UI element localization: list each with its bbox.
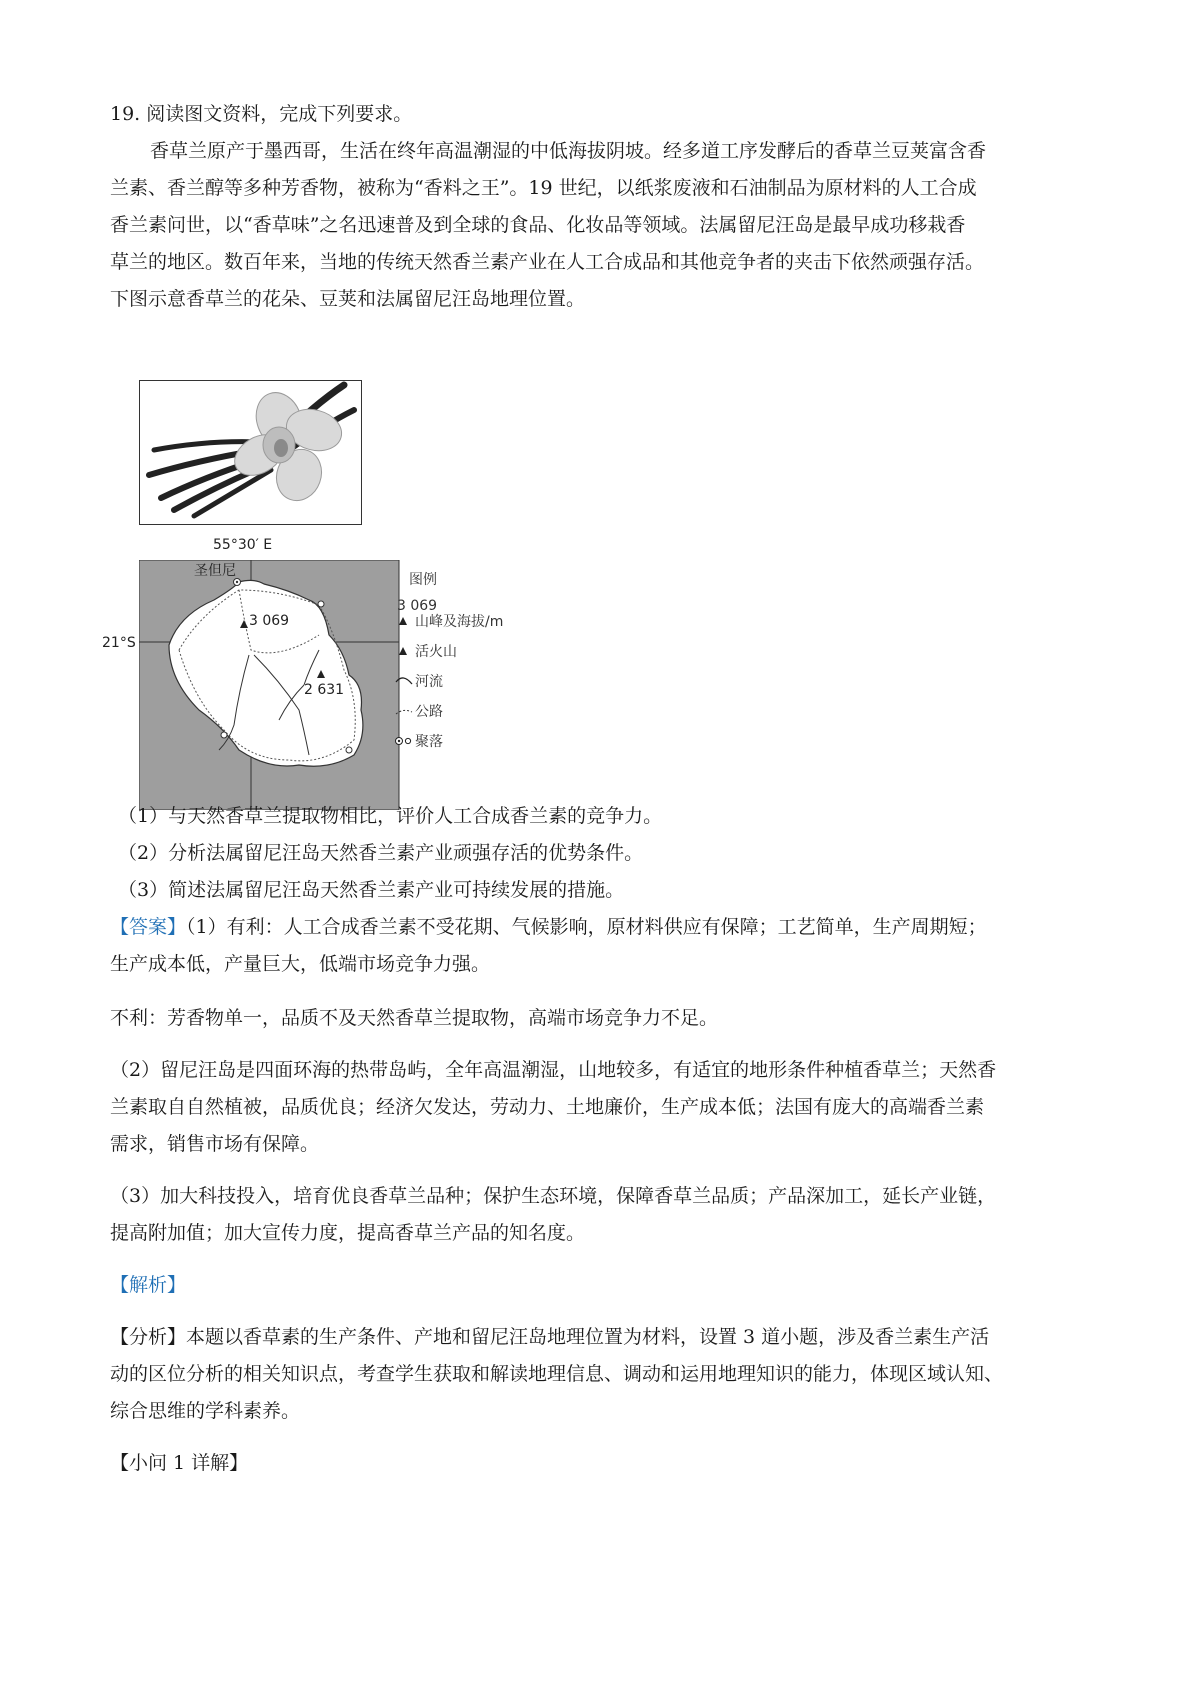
answer-line-7: （3）加大科技投入，培育优良香草兰品种；保护生态环境，保障香草兰品质；产品深加工，延长产业链，: [110, 1185, 997, 1207]
answer-line-5: 兰素取自自然植被，品质优良；经济欠发达，劳动力、土地廉价，生产成本低；法国有庞大的高端香兰素: [110, 1096, 985, 1118]
vanilla-flower-photo: [139, 380, 362, 525]
analysis-line-3: 综合思维的学科素养。: [110, 1400, 301, 1422]
material-line-5: 下图示意香草兰的花朵、豆荚和法属留尼汪岛地理位置。: [110, 288, 586, 310]
material-line-2: 兰素、香兰醇等多种芳香物，被称为“香料之王”。19 世纪，以纸浆废液和石油制品为原材料的人工合成: [110, 177, 977, 199]
answer-line-3: 不利：芳香物单一，品质不及天然香草兰提取物，高端市场竞争力不足。: [110, 1007, 719, 1029]
analysis-tag: 【解析】: [110, 1274, 187, 1296]
map-legend: [396, 572, 504, 750]
answer-line-6: 需求，销售市场有保障。: [110, 1133, 320, 1155]
answer-line-4: （2）留尼汪岛是四面环海的热带岛屿，全年高温潮湿，山地较多，有适宜的地形条件种植香草兰；天然香: [110, 1059, 997, 1081]
legend-peak-sample: 3 069: [397, 598, 438, 614]
material-line-1: 香草兰原产于墨西哥，生活在终年高温潮湿的中低海拔阴坡。经多道工序发酵后的香草兰豆荚富含香: [150, 140, 987, 162]
material-line-4: 草兰的地区。数百年来，当地的传统天然香兰素产业在人工合成品和其他竞争者的夹击下依然顽强存活。: [110, 251, 985, 273]
peak1-label: 3 069: [249, 613, 290, 629]
answer-text-1: （1）有利：人工合成香兰素不受花期、气候影响，原材料供应有保障；工艺简单，生产周期短；: [186, 916, 987, 938]
longitude-label: 55°30′ E: [213, 537, 273, 553]
legend-road: 公路: [415, 704, 443, 720]
analysis-line-1: 【分析】本题以香草素的生产条件、产地和留尼汪岛地理位置为材料，设置 3 道小题，涉及香兰素生产活: [110, 1326, 990, 1348]
answer-line-8: 提高附加值；加大宣传力度，提高香草兰产品的知名度。: [110, 1222, 586, 1244]
question-title: 19. 阅读图文资料，完成下列要求。: [110, 103, 413, 125]
detail-heading: 【小问 1 详解】: [110, 1452, 249, 1474]
legend-peak: 山峰及海拔/m: [415, 614, 504, 630]
answer-line-2: 生产成本低，产量巨大，低端市场竞争力强。: [110, 953, 491, 975]
latitude-label: 21°S: [102, 635, 136, 651]
city-label: 圣但尼: [194, 563, 236, 579]
legend-volcano-icon: [399, 647, 407, 655]
legend-volcano: 活火山: [415, 644, 457, 660]
reunion-map: [139, 560, 519, 810]
legend-river: 河流: [415, 674, 443, 690]
peak2-label: 2 631: [304, 682, 345, 698]
sub-question-3: （3）简述法属留尼汪岛天然香兰素产业可持续发展的措施。: [118, 879, 625, 901]
analysis-line-2: 动的区位分析的相关知识点，考查学生获取和解读地理信息、调动和运用地理知识的能力，体现区域认知、: [110, 1363, 1004, 1385]
answer-line-1: [110, 909, 1100, 946]
legend-title: 图例: [409, 572, 437, 588]
legend-settlement: 聚落: [415, 734, 443, 750]
answer-tag: 【答案】: [110, 916, 187, 938]
sub-question-2: （2）分析法属留尼汪岛天然香兰素产业顽强存活的优势条件。: [118, 842, 644, 864]
sub-question-1: （1）与天然香草兰提取物相比，评价人工合成香兰素的竞争力。: [118, 805, 663, 827]
material-line-3: 香兰素问世，以“香草味”之名迅速普及到全球的食品、化妆品等领域。法属留尼汪岛是最早成功移栽香: [110, 214, 966, 236]
legend-peak-icon: [399, 617, 407, 625]
